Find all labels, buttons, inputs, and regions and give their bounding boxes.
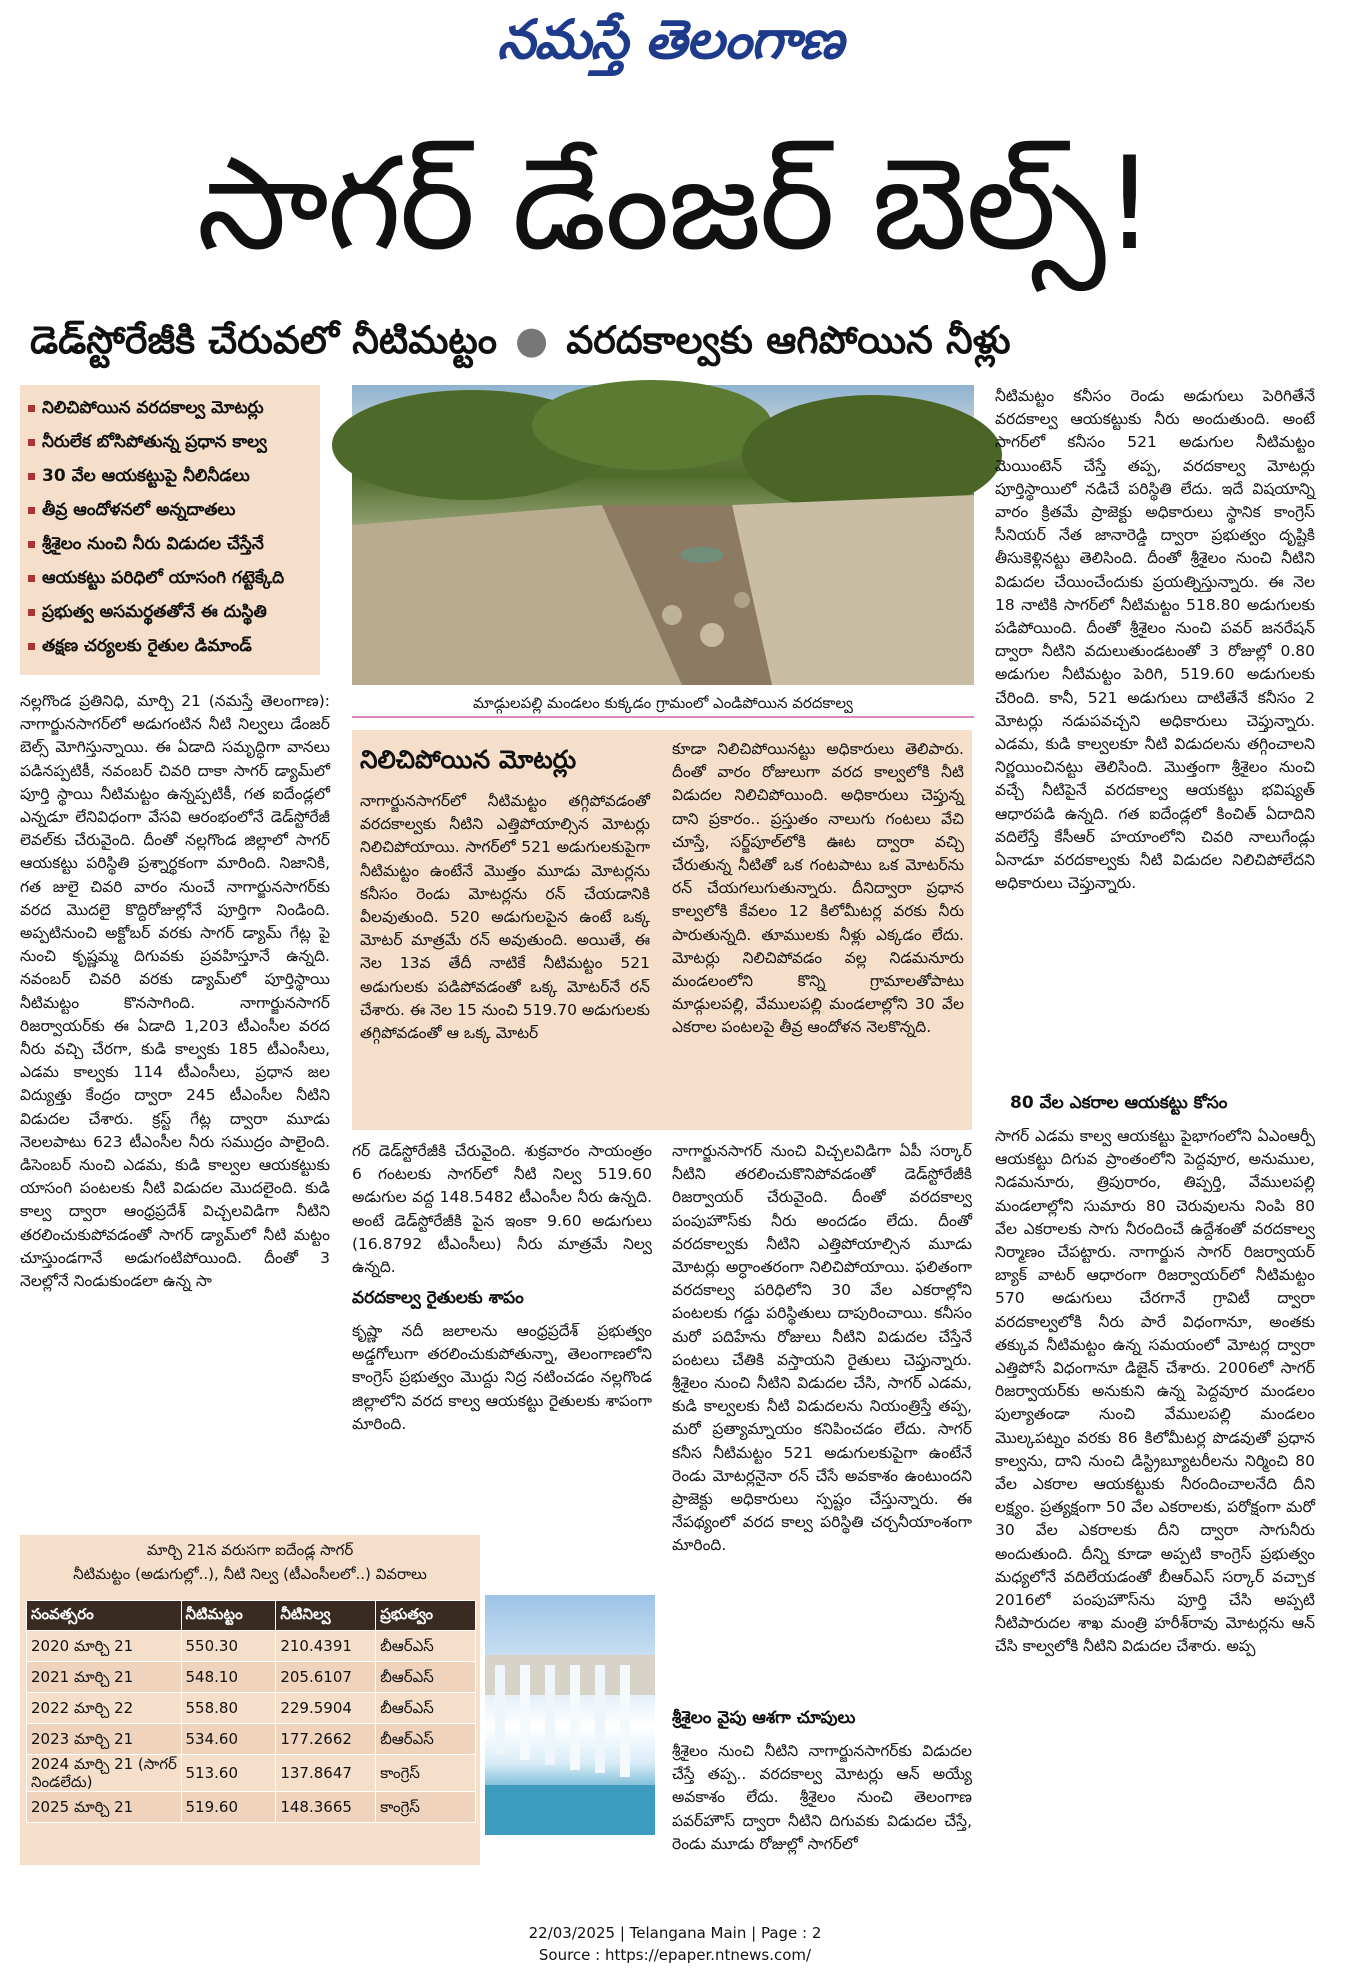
highlight-item: 30 వేల ఆయకట్టుపై నీలినీడలు xyxy=(26,459,314,493)
article-column-3b xyxy=(672,1740,972,1890)
article-column-4 xyxy=(995,385,1315,1065)
article-text: కూడా నిలిచిపోయినట్టు అధికారులు తెలిపారు. దీంతో వారం రోజులుగా వరద కాల్వలోకి నీటి విడుదల నిలిచిపోయింది. అధికారులు చెప్తున్న దాని ప్రకారం.. ప్రస్తుతం నాలుగు గంటలు వేచి చూస్తే, సర్జ్‌పూల్‌లోకి ఊట ద్వారా వచ్చి చేరుతున్న నీటితో ఒక గంటపాటు ఒక మోటర్‌ను రన్ చేయగలుగుతున్నారు. దీనిద్వారా ప్రధాన కాల్వలోకి కేవలం 12 కిలోమీటర్ల వరకు నీరు పారుతున్నది. తూములకు నీళ్లు ఎక్కడం లేదు. మోటర్లు నిలిచిపోవడం వల్ల నిడమనూరు మండలంలోని కొన్ని గ్రామాలతోపాటు మాడ్గులపల్లి, వేములపల్లి మండలాల్లోని 30 వేల ఎకరాల పంటలపై తీవ్ర ఆందోళన నెలకొన్నది. xyxy=(672,740,964,1037)
water-level-table xyxy=(26,1600,476,1823)
canal-photo xyxy=(352,385,974,685)
article-column-4b xyxy=(995,1125,1315,1895)
table-row xyxy=(27,1662,476,1693)
highlight-item: ఆయకట్టు పరిధిలో యాసంగి గట్టెక్కేది xyxy=(26,561,314,595)
sidebar-box-column-a xyxy=(360,790,650,1125)
headline: సాగర్ డేంజర్ బెల్స్! xyxy=(196,130,1154,279)
article-text: శ్రీశైలం నుంచి నీటిని నాగార్జునసాగర్‌కు విడుదల చేస్తే తప్ప.. వరదకాల్వ మోటర్లు ఆన్ అయ్యే అవకాశం లేదు. శ్రీశైలం నుంచి తెలంగాణ పవర్‌హౌస్ ద్వారా నీటిని దిగువకు విడుదల చేస్తే, రెండు మూడు రోజుల్లో సాగర్‌లో xyxy=(672,1742,972,1853)
subheading: శ్రీశైలం వైపు ఆశగా చూపులు xyxy=(672,1708,856,1728)
table-cell: 548.10 xyxy=(181,1662,276,1693)
article-text: సాగర్ ఎడమ కాల్వ ఆయకట్టు పైభాగంలోని ఏఎంఆర్పీ ఆయకట్టు దిగువ ప్రాంతంలోని పెద్దవూర, అనుముల, నిడమనూరు, త్రిపురారం, తిప్పర్తి, వేములపల్లి మండలాల్లోని సుమారు 80 చెరువులను నింపి 80 వేల ఎకరాలకు సాగు నీరందించే ఉద్దేశంతో వరదకాల్వ నిర్మాణం చేపట్టారు. నాగార్జున సాగర్ రిజర్వాయర్ బ్యాక్ వాటర్ ఆధారంగా రిజర్వాయర్‌లో నీటిమట్టం 570 అడుగులు చేరగానే గ్రావిటీ ద్వారా వరదకాల్వలోకి నీరు పారే విధంగానూ, అంతకు తక్కువ నీటిమట్టం ఉన్న సమయంలో మోటర్ల ద్వారా ఎత్తిపోసే విధంగానూ డిజైన్ చేశారు. 2006లో సాగర్ రిజర్వాయర్‌కు అనుకుని ఉన్న పెద్దవూర మండలం పుల్యాతండా నుంచి వేములపల్లి మండలం మొల్కపట్నం వరకు 86 కిలోమీటర్ల పొడవుతో ప్రధాన కాల్వను, దాని నుంచి డిస్ట్రిబ్యూటరీలను నిర్మించి 80 వేల ఎకరాల ఆయకట్టుకు నీరందించాలనేది దీని లక్ష్యం. ప్రత్యక్షంగా 50 వేల ఎకరాలకు, పరోక్షంగా మరో 30 వేల ఎకరాలకు దీని ద్వారా సాగునీరు అందుతుంది. దీన్ని కూడా అప్పటి కాంగ్రెస్ ప్రభుత్వం మధ్యలోనే వదిలేయడంతో బీఆర్‌ఎస్ సర్కార్ వచ్చాక 2016లో పంపుహౌస్‌ను పూర్తి చేసి అప్పటి నీటిపారుదల శాఖ మంత్రి హరీశ్‌రావు మోటర్లను ఆన్ చేసి కాల్వలోకి నీటిని విడుదల చేశారు. అప్ప xyxy=(995,1127,1315,1656)
highlight-item: శ్రీశైలం నుంచి నీరు విడుదల చేస్తేనే xyxy=(26,527,314,561)
table-cell: బీఆర్‌ఎస్ xyxy=(376,1631,476,1662)
article-column-3 xyxy=(672,1140,972,1700)
table-cell: 2020 మార్చి 21 xyxy=(27,1631,182,1662)
table-cell: 534.60 xyxy=(181,1724,276,1755)
table-header: ప్రభుత్వం xyxy=(376,1601,476,1631)
highlight-item: తీవ్ర ఆందోళనలో అన్నదాతలు xyxy=(26,493,314,527)
highlight-item: తక్షణ చర్యలకు రైతుల డిమాండ్ xyxy=(26,629,314,663)
footer-date-line: 22/03/2025 | Telangana Main | Page : 2 xyxy=(528,1924,822,1942)
masthead-logo: నమస్తే తెలంగాణ xyxy=(497,7,843,71)
photo-caption: మాడ్గులపల్లి మండలం కుక్కడం గ్రామంలో ఎండిపోయిన వరదకాల్వ xyxy=(352,688,974,718)
table-cell: బీఆర్‌ఎస్ xyxy=(376,1724,476,1755)
article-text: నల్లగొండ ప్రతినిధి, మార్చి 21 (నమస్తే తెలంగాణ): నాగార్జునసాగర్‌లో అడుగంటిన నీటి నిల్వలు డేంజర్ బెల్స్ మోగిస్తున్నాయి. ఈ ఏడాది సమృద్ధిగా వానలు పడినప్పటికీ, నవంబర్ చివరి దాకా సాగర్ డ్యామ్‌లో పూర్తి స్థాయి నీటిమట్టం ఉన్నప్పటికీ, గత ఐదేండ్లలో ఎన్నడూ లేనివిధంగా వేసవి ఆరంభంలోనే డెడ్‌స్టోరేజీ లెవల్‌కు చేరువైంది. దీంతో నల్లగొండ జిల్లాలో సాగర్ ఆయకట్టు పరిస్థితి ప్రశ్నార్థకంగా మారింది. నిజానికి, గత జులై చివరి వారం నుంచే నాగార్జునసాగర్‌కు వరద మొదలై కొద్దిరోజుల్లోనే పూర్తిగా నిండింది. అప్పటినుంచి అక్టోబర్ వరకు సాగర్ డ్యామ్ గేట్ల పై నుంచి కృష్ణమ్మ దిగువకు ప్రవహిస్తూనే ఉన్నది. నవంబర్ చివరి వరకు డ్యామ్‌లో పూర్తిస్థాయి నీటిమట్టం కొనసాగింది. నాగార్జునసాగర్ రిజర్వాయర్‌కు ఈ ఏడాది 1,203 టీఎంసీల వరద నీరు వచ్చి చేరగా, కుడి కాల్వకు 185 టీఎంసీలు, ఎడమ కాల్వకు 114 టీఎంసీలు, ప్రధాన జల విద్యుత్తు కేంద్రం ద్వారా 245 టీఎంసీల నీటిని విడుదల చేశారు. క్రస్ట్ గేట్ల ద్వారా మూడు నెలలపాటు 623 టీఎంసీల నీరు సముద్రం పాలైంది. డిసెంబర్ నుంచి ఎడమ, కుడి కాల్వల ఆయకట్టుకు యాసంగి పంటలకు నీటి విడుదల మొదలైంది. కుడి కాల్వ ద్వారా ఆంధ్రప్రదేశ్ విచ్చలవిడిగా నీటిని తరలించుకుపోవడంతో సాగర్ డ్యామ్‌లో నీటి మట్టం చూస్తుండగానే అడుగంటిపోయింది. దీంతో 3 నెలల్లోనే నిండుకుండలా ఉన్న సా xyxy=(20,692,330,1291)
sidebar-box-column-b xyxy=(672,738,964,1128)
table-row xyxy=(27,1631,476,1662)
table-cell: 148.3665 xyxy=(276,1792,376,1823)
table-cell: 137.8647 xyxy=(276,1755,376,1792)
table-cell: 519.60 xyxy=(181,1792,276,1823)
table-cell: 2021 మార్చి 21 xyxy=(27,1662,182,1693)
dam-photo xyxy=(485,1595,655,1835)
table-cell: బీఆర్‌ఎస్ xyxy=(376,1662,476,1693)
table-cell: 205.6107 xyxy=(276,1662,376,1693)
subhead-left: డెడ్‌స్టోరేజీకి చేరువలో నీటిమట్టం xyxy=(30,318,498,362)
table-row xyxy=(27,1724,476,1755)
table-cell: కాంగ్రెస్ xyxy=(376,1755,476,1792)
article-text: నాగార్జునసాగర్ నుంచి విచ్చలవిడిగా ఏపీ సర్కార్ నీటిని తరలించుకొనిపోవడంతో డెడ్‌స్టోరేజీకి రిజర్వాయర్ చేరువైంది. దీంతో వరదకాల్వ పంపుహౌస్‌కు నీరు అందడం లేదు. దీంతో వరదకాల్వకు నీటిని ఎత్తిపోయాల్సిన మూడు మోటర్లు అర్ధాంతరంగా నిలిచిపోయాయి. ఫలితంగా వరదకాల్వ పరిధిలోని 30 వేల ఎకరాల్లోని పంటలకు గడ్డు పరిస్థితులు దాపురించాయి. కనీసం మరో పదిహేను రోజులు నీటిని విడుదల చేస్తేనే పంటలు చేతికి వస్తాయని రైతులు చెప్తున్నారు. శ్రీశైలం నుంచి నీటిని విడుదల చేసి, సాగర్ ఎడమ, కుడి కాల్వలకు నీటి విడుదలను నియంత్రిస్తే తప్ప, మరో ప్రత్యామ్నాయం కనిపించడం లేదు. సాగర్ కనీస నీటిమట్టం 521 అడుగులకుపైగా ఉంటేనే రెండు మోటర్లనైనా రన్ చేసే అవకాశం ఉంటుందని ప్రాజెక్టు అధికారులు స్పష్టం చేస్తున్నారు. ఈ నేపథ్యంలో వరద కాల్వ పరిస్థితి చర్చనీయాంశంగా మారింది. xyxy=(672,1142,972,1555)
footer-source-line: Source : https://epaper.ntnews.com/ xyxy=(538,1946,812,1964)
table-cell: 177.2662 xyxy=(276,1724,376,1755)
table-title-line2: నీటిమట్టం (అడుగుల్లో..), నీటి నిల్వ (టీఎంసీలలో..) వివరాలు xyxy=(73,1565,427,1583)
table-cell: 513.60 xyxy=(181,1755,276,1792)
table-header-row xyxy=(27,1601,476,1631)
subheading: వరదకాల్వ రైతులకు శాపం xyxy=(352,1288,524,1308)
article-column-1 xyxy=(20,690,330,1530)
table-cell: 2025 మార్చి 21 xyxy=(27,1792,182,1823)
table-header: నీటినిల్వ xyxy=(276,1601,376,1631)
table-row xyxy=(27,1755,476,1792)
table-cell: 229.5904 xyxy=(276,1693,376,1724)
table-row xyxy=(27,1792,476,1823)
highlight-item: ప్రభుత్వ అసమర్థతతోనే ఈ దుస్థితి xyxy=(26,595,314,629)
article-column-2 xyxy=(352,1140,652,1277)
bullet-separator: ● xyxy=(515,318,549,362)
table-cell: బీఆర్‌ఎస్ xyxy=(376,1693,476,1724)
table-cell: 2024 మార్చి 21 (సాగర్ నిండలేదు) xyxy=(27,1755,182,1792)
sidebar-box-title: నిలిచిపోయిన మోటర్లు xyxy=(360,745,577,774)
article-text: నీటిమట్టం కనీసం రెండు అడుగులు పెరిగితేనే వరదకాల్వ ఆయకట్టుకు నీరు అందుతుంది. అంటే సాగర్‌లో కనీసం 521 అడుగుల నీటిమట్టం మెయింటెన్ చేస్తే తప్ప, వరదకాల్వ మోటర్లు పూర్తిస్థాయిలో నడిచే పరిస్థితి లేదు. ఇదే విషయాన్ని వారం క్రితమే ప్రాజెక్టు అధికారులు స్థానిక కాంగ్రెస్ సీనియర్ నేత జానారెడ్డి ద్వారా ప్రభుత్వం దృష్టికి తీసుకెళ్లినట్టు తెలిసింది. దీంతో శ్రీశైలం నుంచి నీటిని విడుదల చేయించేందుకు ప్రయత్నిస్తున్నారు. ఈ నెల 18 నాటికి సాగర్‌లో నీటిమట్టం 518.80 అడుగులకు పడిపోయింది. దీంతో శ్రీశైలం నుంచి పవర్ జనరేషన్ ద్వారా నీటిని వదులుతుండటంతో 3 రోజుల్లో 0.80 అడుగుల నీటిమట్టం పెరిగి, 519.60 అడుగులకు చేరింది. కానీ, 521 అడుగులు దాటితేనే కనీసం 2 మోటర్లు నడుపవచ్చని అధికారులు చెప్తున్నారు. ఎడమ, కుడి కాల్వలకూ నీటి విడుదలను తగ్గించాలని నిర్ణయించినట్టు తెలిసింది. మొత్తంగా శ్రీశైలం నుంచి వచ్చే నీటిపైనే వరదకాల్వ ఆయకట్టు భవిష్యత్ ఆధారపడి ఉన్నది. గత ఐదేండ్లలో కించిత్ ఏదాదిని వదిలేస్తే కేసీఆర్ హయాంలోని చివరి నాలుగేండ్లు ఏనాడూ వరదకాల్వకు నీటి విడుదల నిలిచిపోలేదని అధికారులు చెప్తున్నారు. xyxy=(995,387,1315,893)
page-footer xyxy=(0,1922,1350,1966)
table-header: నీటిమట్టం xyxy=(181,1601,276,1631)
table-cell: 2022 మార్చి 22 xyxy=(27,1693,182,1724)
article-text: నాగార్జునసాగర్‌లో నీటిమట్టం తగ్గిపోవడంతో వరదకాల్వకు నీటిని ఎత్తిపోయాల్సిన మోటర్లు నిలిచిపోయాయి. సాగర్‌లో 521 అడుగులకుపైగా నీటిమట్టం ఉంటేనే మొత్తం మూడు మోటర్లను కనీసం రెండు మోటర్లను రన్ చేయడానికి వీలవుతుంది. 520 అడుగులపైన ఉంటే ఒక్క మోటర్ మాత్రమే రన్ అవుతుంది. అయితే, ఈ నెల 13వ తేదీ నాటికే నీటిమట్టం 521 అడుగులకు పడిపోవడంతో ఒక్క మోటర్‌నే రన్ చేశారు. ఈ నెల 15 నుంచి 519.70 అడుగులకు తగ్గిపోవడంతో ఆ ఒక్క మోటర్ xyxy=(360,792,650,1043)
article-column-2b xyxy=(352,1320,652,1530)
table-cell: 550.30 xyxy=(181,1631,276,1662)
table-cell: 210.4391 xyxy=(276,1631,376,1662)
table-cell: కాంగ్రెస్ xyxy=(376,1792,476,1823)
article-text: గర్ డెడ్‌స్టోరేజీకి చేరువైంది. శుక్రవారం సాయంత్రం 6 గంటలకు సాగర్‌లో నీటి నిల్వ 519.60 అడుగుల వద్ద 148.5482 టీఎంసీల నీరు ఉన్నది. అంటే డెడ్‌స్టోరేజీకి పైన ఇంకా 9.60 అడుగులు (16.8792 టీఎంసీలు) నీరు మాత్రమే నిల్వ ఉన్నది. xyxy=(352,1142,652,1277)
subheading: 80 వేల ఎకరాల ఆయకట్టు కోసం xyxy=(1010,1093,1228,1113)
table-cell: 558.80 xyxy=(181,1693,276,1724)
table-cell: 2023 మార్చి 21 xyxy=(27,1724,182,1755)
highlight-item: నిలిచిపోయిన వరదకాల్వ మోటర్లు xyxy=(26,391,314,425)
highlights-box xyxy=(20,385,320,675)
subhead-right: వరదకాల్వకు ఆగిపోయిన నీళ్లు xyxy=(566,318,1011,362)
table-title-line1: మార్చి 21న వరుసగా ఐదేండ్ల సాగర్ xyxy=(146,1541,354,1559)
table-title xyxy=(20,1538,480,1586)
subheadline xyxy=(30,310,1230,370)
article-text: కృష్ణా నదీ జలాలను ఆంధ్రప్రదేశ్ ప్రభుత్వం అడ్డగోలుగా తరలించుకుపోతున్నా, తెలంగాణలోని కాంగ్రెస్ ప్రభుత్వం మొద్దు నిద్ర నటించడం నల్లగొండ జిల్లాలోని వరద కాల్వ ఆయకట్టు రైతులకు శాపంగా మారింది. xyxy=(352,1322,652,1433)
table-header: సంవత్సరం xyxy=(27,1601,182,1631)
table-row xyxy=(27,1693,476,1724)
highlight-item: నీరులేక బోసిపోతున్న ప్రధాన కాల్వ xyxy=(26,425,314,459)
